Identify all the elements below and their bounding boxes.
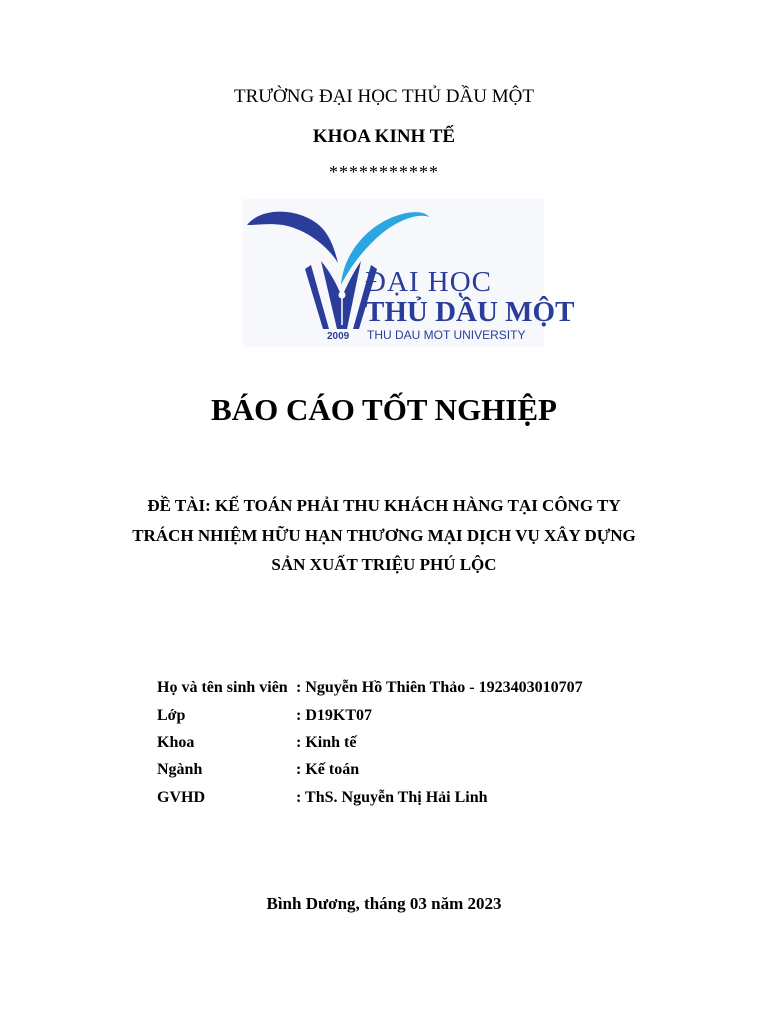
info-value: : Nguyễn Hồ Thiên Thảo - 1923403010707: [296, 679, 583, 696]
info-label: Ngành: [157, 761, 203, 778]
logo-nib-dot: [339, 292, 346, 299]
topic-line: ĐỀ TÀI: KẾ TOÁN PHẢI THU KHÁCH HÀNG TẠI CÔNG TY: [147, 496, 621, 515]
info-label: Khoa: [157, 734, 195, 751]
logo-line1: ĐẠI HỌC: [365, 266, 493, 298]
info-value: : Kinh tế: [296, 734, 357, 751]
logo-graphic: [243, 199, 575, 347]
university-name: TRƯỜNG ĐẠI HỌC THỦ DẦU MỘT: [234, 86, 534, 107]
info-value: : ThS. Nguyễn Thị Hải Linh: [296, 789, 488, 806]
faculty-name: KHOA KINH TẾ: [312, 126, 456, 147]
logo-english-name: THU DAU MOT UNIVERSITY: [367, 328, 526, 342]
place-date: Bình Dương, tháng 03 năm 2023: [266, 894, 502, 913]
separator-stars: ***********: [329, 162, 439, 182]
logo-year: 2009: [327, 331, 350, 342]
topic-line: SẢN XUẤT TRIỆU PHÚ LỘC: [271, 555, 497, 574]
info-label: GVHD: [157, 789, 205, 806]
info-label: Lớp: [157, 707, 186, 724]
report-title: BÁO CÁO TỐT NGHIỆP: [211, 392, 557, 427]
info-value: : D19KT07: [296, 707, 372, 724]
info-value: : Kế toán: [296, 761, 360, 778]
logo-line2: THỦ DẦU MỘT: [365, 296, 575, 328]
topic-line: TRÁCH NHIỆM HỮU HẠN THƯƠNG MẠI DỊCH VỤ XÂY DỰNG: [132, 526, 636, 545]
info-label: Họ và tên sinh viên: [157, 679, 288, 696]
university-logo: [243, 199, 575, 347]
logo-wing-dark: [247, 212, 338, 263]
